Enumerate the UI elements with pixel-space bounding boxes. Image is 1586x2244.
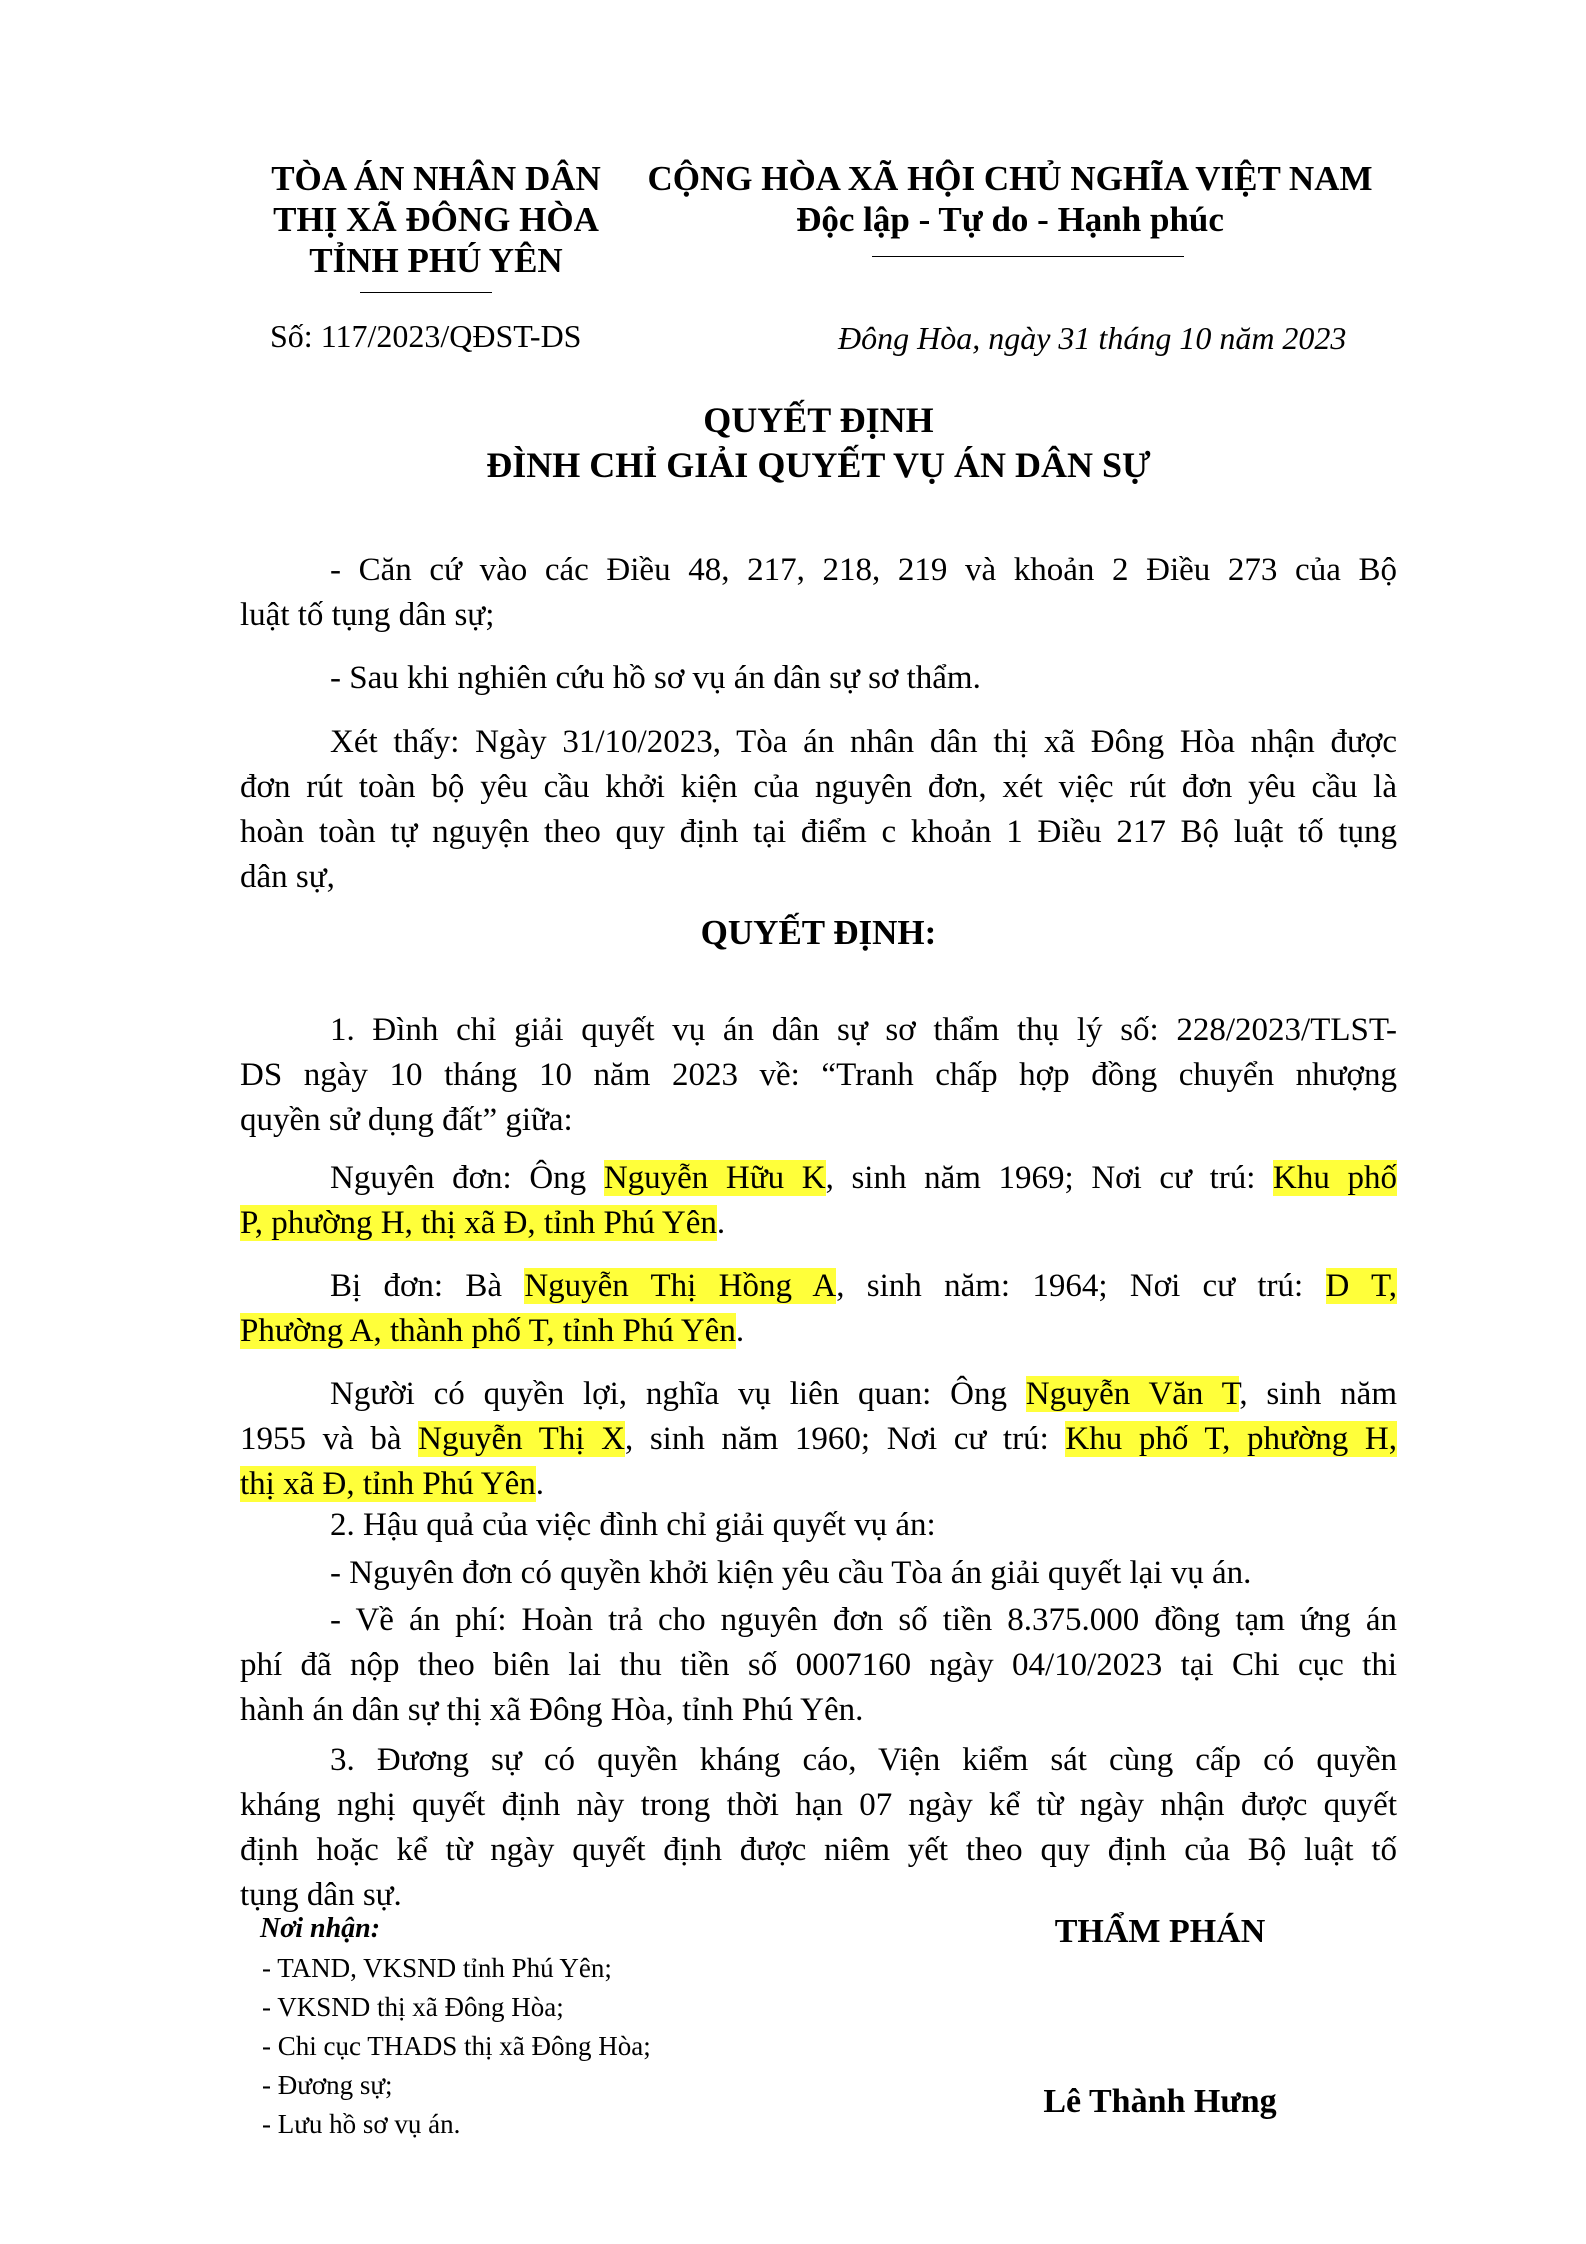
court-name-line1: TÒA ÁN NHÂN DÂN [271, 159, 601, 198]
document-number: Số: 117/2023/QĐST-DS [270, 318, 582, 354]
defendant-address-part1: D T, [1325, 1268, 1397, 1304]
defendant-paragraph: Bị đơn: Bà Nguyễn Thị Hồng A, sinh năm: 1964; Nơi cư trú: D T, Phường A, thành phố T, tỉnh Phú Yên. [240, 1268, 1397, 1349]
recipient-item: - TAND, VKSND tỉnh Phú Yên; [262, 1953, 612, 1983]
related-party-name2: Nguyễn Thị X [418, 1421, 625, 1457]
nation-name: CỘNG HÒA XÃ HỘI CHỦ NGHĨA VIỆT NAM [647, 159, 1373, 198]
decision-item1: 1. Đình chỉ giải quyết vụ án dân sự sơ thẩm thụ lý số: 228/2023/TLST- DS ngày 10 tháng 10 năm 2023 về: “Tranh chấp hợp đồng chuyển nhượng quyền sử dụng đất” giữa: [240, 1012, 1397, 1138]
decision-item2: 2. Hậu quả của việc đình chỉ giải quyết vụ án: [330, 1507, 936, 1543]
court-name-block [236, 158, 636, 281]
decision-item2-a: - Nguyên đơn có quyền khởi kiện yêu cầu Tòa án giải quyết lại vụ án. [330, 1555, 1252, 1591]
judge-title: THẨM PHÁN [1054, 1913, 1266, 1950]
decision-item2-b: - Về án phí: Hoàn trả cho nguyên đơn số tiền 8.375.000 đồng tạm ứng án phí đã nộp theo biên lai thu tiền số 0007160 ngày 04/10/2023 tại Chi cục thi hành án dân sự thị xã Đông Hòa, tỉnh Phú Yên. [240, 1602, 1397, 1728]
court-name-underline [360, 292, 492, 293]
plaintiff-paragraph: Nguyên đơn: Ông Nguyễn Hữu K, sinh năm 1969; Nơi cư trú: Khu phố P, phường H, thị xã Đ, tỉnh Phú Yên. [240, 1160, 1397, 1241]
title-line1: QUYẾT ĐỊNH [703, 400, 934, 440]
recipient-item: - Đương sự; [262, 2070, 393, 2100]
plaintiff-address-part1: Khu phố [1273, 1160, 1397, 1196]
judge-name: Lê Thành Hưng [1043, 2083, 1277, 2120]
related-party-address-part1: Khu phố T, phường H, [1065, 1421, 1397, 1457]
decision-heading: QUYẾT ĐỊNH: [700, 913, 937, 952]
plaintiff-name: Nguyễn Hữu K [603, 1160, 826, 1196]
consideration-paragraph: Xét thấy: Ngày 31/10/2023, Tòa án nhân dân thị xã Đông Hòa nhận được đơn rút toàn bộ yêu cầu khởi kiện của nguyên đơn, xét việc rút đơn yêu cầu là hoàn toàn tự nguyện theo quy định tại điểm c khoản 1 Điều 217 Bộ luật tố tụng dân sự, [240, 724, 1397, 895]
recipients-heading: Nơi nhận: [260, 1913, 381, 1944]
place-and-date: Đông Hòa, ngày 31 tháng 10 năm 2023 [838, 320, 1347, 356]
recipient-item: - Chi cục THADS thị xã Đông Hòa; [262, 2031, 651, 2061]
basis-item2: - Sau khi nghiên cứu hồ sơ vụ án dân sự sơ thẩm. [330, 660, 981, 696]
recipient-item: - Lưu hồ sơ vụ án. [262, 2109, 461, 2139]
court-name-line3: TỈNH PHÚ YÊN [309, 241, 563, 280]
plaintiff-address-part2: P, phường H, thị xã Đ, tỉnh Phú Yên [240, 1205, 717, 1241]
defendant-name: Nguyễn Thị Hồng A [524, 1268, 837, 1304]
defendant-address-part2: Phường A, thành phố T, tỉnh Phú Yên [240, 1313, 736, 1349]
court-name-line2: THỊ XÃ ĐÔNG HÒA [273, 200, 599, 239]
recipient-item: - VKSND thị xã Đông Hòa; [262, 1992, 564, 2022]
related-party-address-part2: thị xã Đ, tỉnh Phú Yên [240, 1466, 536, 1502]
related-party-paragraph: Người có quyền lợi, nghĩa vụ liên quan: Ông Nguyễn Văn T, sinh năm 1955 và bà Nguyễn Thị X, sinh năm 1960; Nơi cư trú: Khu phố T, phường H, thị xã Đ, tỉnh Phú Yên. [240, 1376, 1397, 1502]
decision-item3: 3. Đương sự có quyền kháng cáo, Viện kiểm sát cùng cấp có quyền kháng nghị quyết định này trong thời hạn 07 ngày kể từ ngày nhận được quyết định hoặc kể từ ngày quyết định được niêm yết theo quy định của Bộ luật tố tụng dân sự. [240, 1742, 1397, 1913]
document-title [240, 398, 1397, 488]
title-line2: ĐÌNH CHỈ GIẢI QUYẾT VỤ ÁN DÂN SỰ [486, 445, 1151, 485]
motto-underline [872, 256, 1184, 257]
national-motto-block [640, 158, 1380, 240]
basis-item1: - Căn cứ vào các Điều 48, 217, 218, 219 và khoản 2 Điều 273 của Bộ luật tố tụng dân sự; [240, 552, 1397, 633]
related-party-name1: Nguyễn Văn T [1025, 1376, 1240, 1412]
motto: Độc lập - Tự do - Hạnh phúc [796, 200, 1224, 239]
